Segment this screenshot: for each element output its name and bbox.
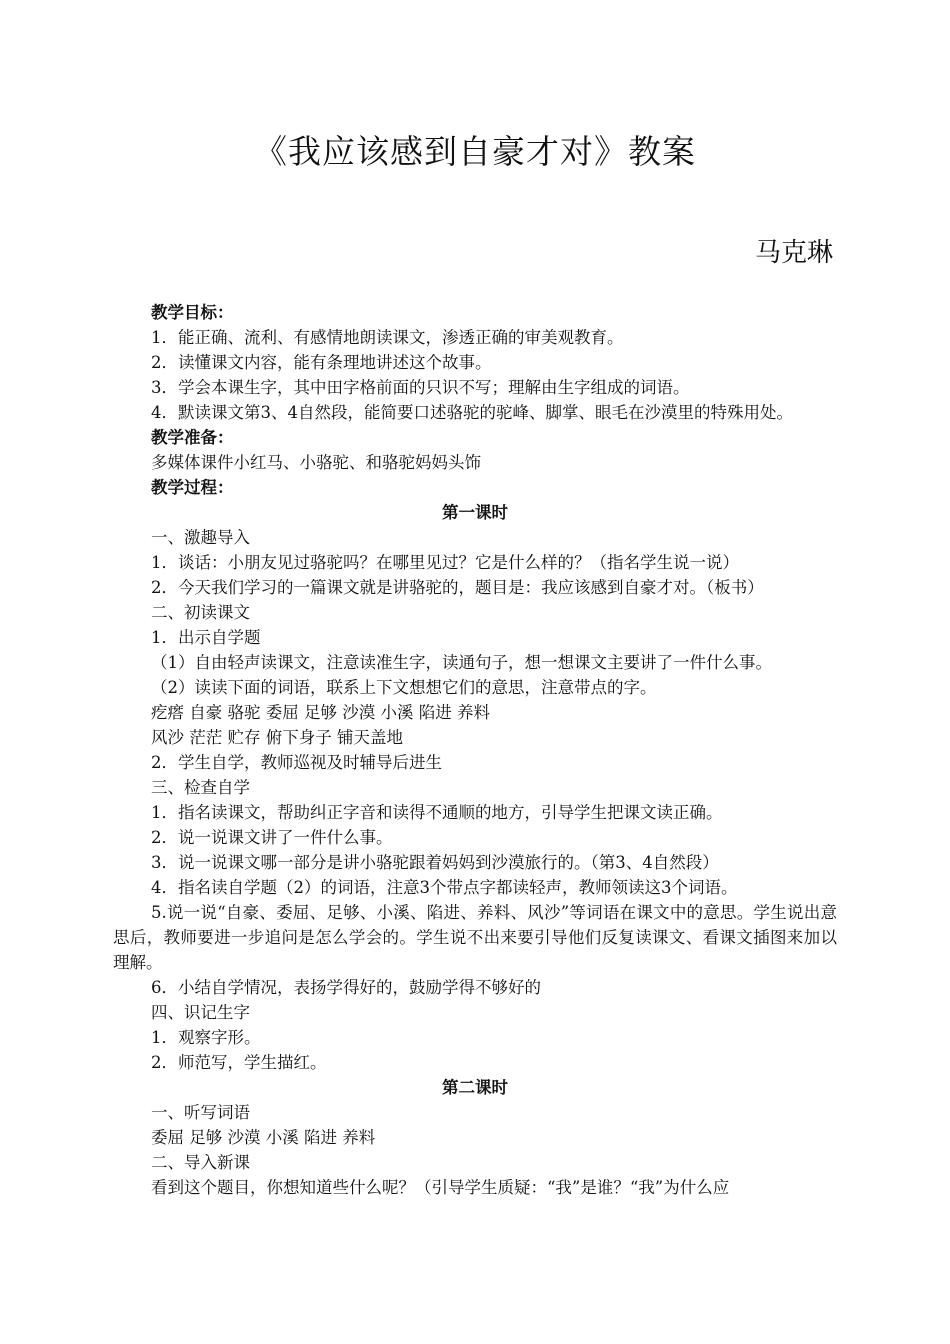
paragraph: 1．谈话：小朋友见过骆驼吗？在哪里见过？它是什么样的？（指名学生说一说） (151, 553, 739, 572)
paragraph: 一、听写词语 (151, 1103, 250, 1122)
paragraph: 二、导入新课 (151, 1153, 250, 1172)
paragraph: 5.说一说“自豪、委屈、足够、小溪、陷进、养料、风沙”等词语在课文中的意思。学生说出意思后，教师要进一步追问是怎么学会的。学生说不出来要引导他们反复读课文、看课文插图来加以理解。 (113, 903, 837, 972)
paragraph: 4．指名读自学题（2）的词语，注意3个带点字都读轻声，教师领读这3个词语。 (151, 878, 738, 897)
paragraph: 1．能正确、流利、有感情地朗读课文，渗透正确的审美观教育。 (151, 328, 624, 347)
paragraph: 看到这个题目，你想知道些什么呢？（引导学生质疑：“我”是谁？“我”为什么应 (151, 1178, 730, 1197)
paragraph: 3．学会本课生字，其中田字格前面的只识不写；理解由生字组成的词语。 (151, 378, 690, 397)
author-name: 马克琳 (754, 238, 833, 268)
paragraph: 1．出示自学题 (151, 628, 261, 647)
section-heading: 教学过程： (151, 478, 234, 497)
paragraph: 二、初读课文 (151, 603, 250, 622)
section-heading: 教学目标： (151, 303, 234, 322)
paragraph: 三、检查自学 (151, 778, 250, 797)
document-body (113, 300, 837, 1200)
paragraph: 1．观察字形。 (151, 1028, 261, 1047)
lesson-heading: 第二课时 (442, 1078, 508, 1097)
document-title: 《我应该感到自豪才对》教案 (254, 132, 696, 171)
section-heading: 教学准备： (151, 428, 234, 447)
paragraph: （1）自由轻声读课文，注意读准生字，读通句子，想一想课文主要讲了一件什么事。 (151, 653, 772, 672)
paragraph: （2）读读下面的词语，联系上下文想想它们的意思，注意带点的字。 (151, 678, 657, 697)
paragraph: 2．说一说课文讲了一件什么事。 (151, 828, 393, 847)
paragraph: 多媒体课件小红马、小骆驼、和骆驼妈妈头饰 (151, 453, 481, 472)
paragraph: 疙瘩 自豪 骆驼 委屈 足够 沙漠 小溪 陷进 养料 (151, 703, 490, 722)
paragraph: 委屈 足够 沙漠 小溪 陷进 养料 (151, 1128, 376, 1147)
paragraph: 2．读懂课文内容，能有条理地讲述这个故事。 (151, 353, 492, 372)
paragraph: 1．指名读课文，帮助纠正字音和读得不通顺的地方，引导学生把课文读正确。 (151, 803, 723, 822)
paragraph: 4．默读课文第3、4自然段，能简要口述骆驼的驼峰、脚掌、眼毛在沙漠里的特殊用处。 (151, 403, 793, 422)
paragraph: 2．学生自学，教师巡视及时辅导后进生 (151, 753, 442, 772)
lesson-heading: 第一课时 (442, 503, 508, 522)
paragraph: 2．今天我们学习的一篇课文就是讲骆驼的，题目是：我应该感到自豪才对。（板书） (151, 578, 764, 597)
paragraph: 四、识记生字 (151, 1003, 250, 1022)
paragraph: 6．小结自学情况，表扬学得好的，鼓励学得不够好的 (151, 978, 541, 997)
paragraph: 2．师范写，学生描红。 (151, 1053, 327, 1072)
paragraph: 3．说一说课文哪一部分是讲小骆驼跟着妈妈到沙漠旅行的。（第3、4自然段） (151, 853, 719, 872)
paragraph: 一、激趣导入 (151, 528, 250, 547)
paragraph: 风沙 茫茫 贮存 俯下身子 铺天盖地 (151, 728, 403, 747)
